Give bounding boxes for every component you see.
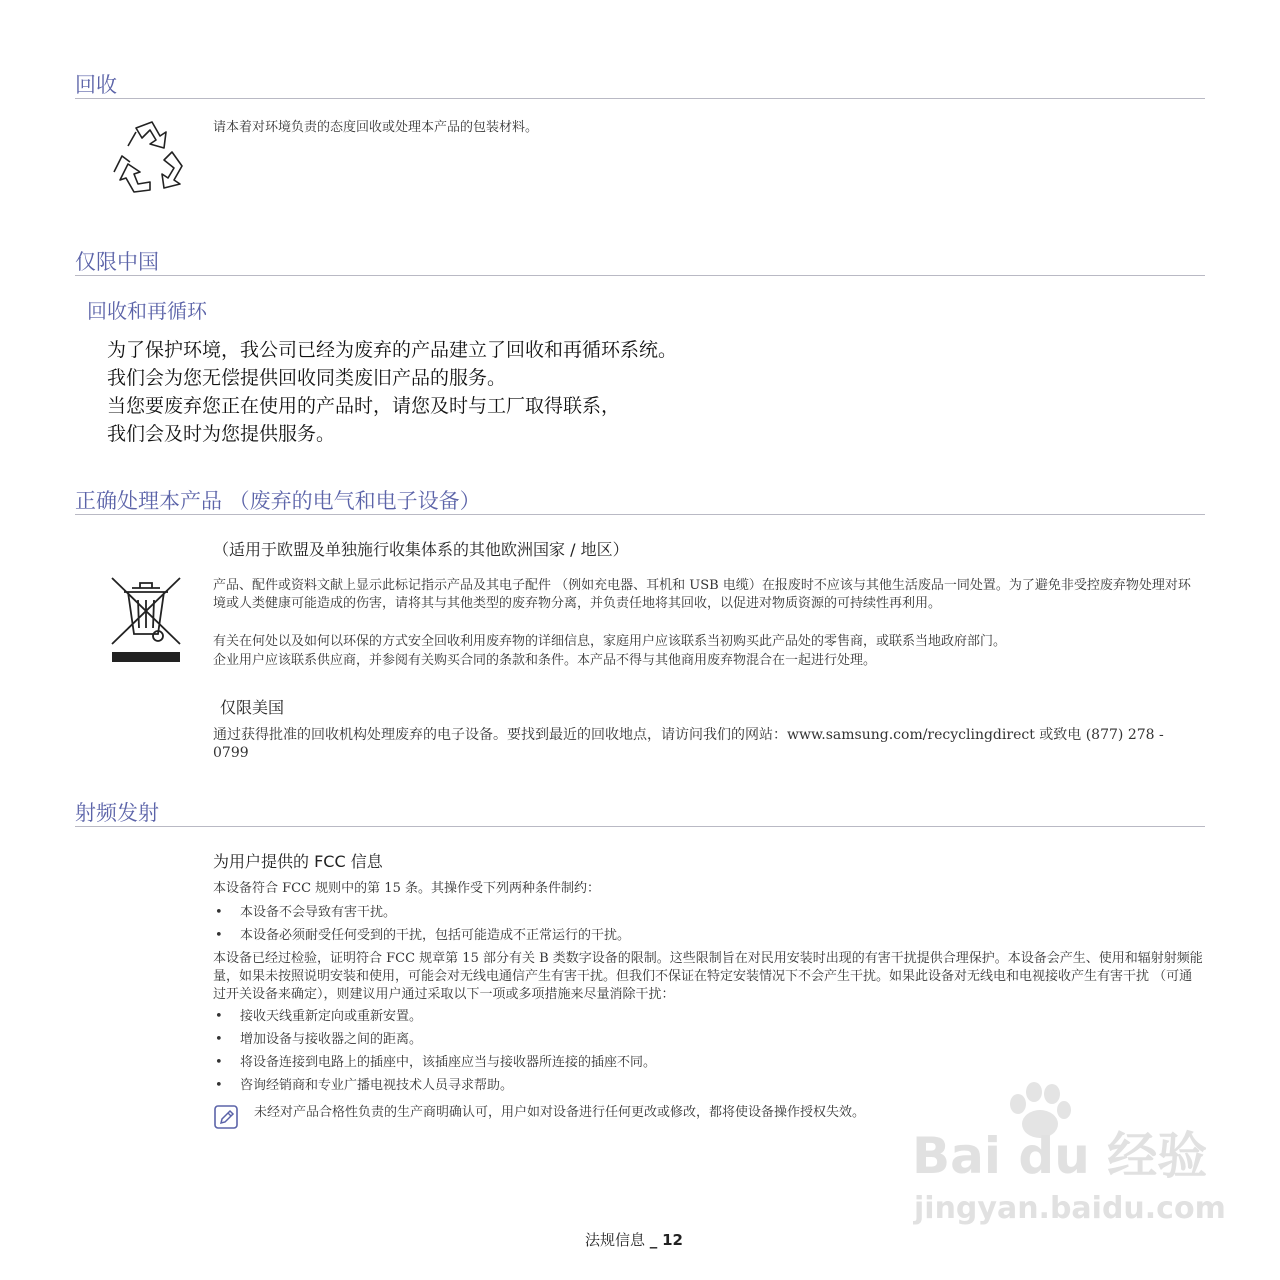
bullet: • xyxy=(215,1078,223,1093)
fcc-intro: 本设备符合 FCC 规则中的第 15 条。其操作受下列两种条件制约： xyxy=(213,881,600,896)
weee-paragraph-3: 企业用户应该联系供应商，并参阅有关购买合同的条款和条件。本产品不得与其他商用废弃物混合在一起进行处理。 xyxy=(213,653,877,668)
list-item-text: 咨询经销商和专业广播电视技术人员寻求帮助。 xyxy=(240,1078,514,1093)
recycle-icon xyxy=(106,118,190,198)
weee-paragraph-1: 产品、配件或资料文献上显示此标记指示产品及其电子配件 （例如充电器、耳机和 USB 电缆）在报废时不应该与其他生活废品一同处置。为了避免非受控废弃物处理对环境或人类健康可能造成的伤害，请将其与其他类型的废弃物分离，并负责任地将其回收，以促进对物质资源的可持续性再利用。 xyxy=(213,578,1191,611)
bullet: • xyxy=(215,928,223,943)
section-divider xyxy=(75,98,1205,99)
list-item xyxy=(215,1008,1195,1026)
usa-title: 仅限美国 xyxy=(220,698,285,717)
china-line: 我们会及时为您提供服务。 xyxy=(107,423,336,445)
list-item-text: 接收天线重新定向或重新安置。 xyxy=(240,1009,423,1024)
recycle-text: 请本着对环境负责的态度回收或处理本产品的包装材料。 xyxy=(213,120,539,135)
list-item-text: 将设备连接到电路上的插座中，该插座应当与接收器所连接的插座不同。 xyxy=(240,1055,657,1070)
section-divider xyxy=(75,826,1205,827)
bullet: • xyxy=(215,1032,223,1047)
section-divider xyxy=(75,275,1205,276)
fcc-paragraph: 本设备已经过检验，证明符合 FCC 规章第 15 部分有关 B 类数字设备的限制。这些限制旨在对民用安装时出现的有害干扰提供合理保护。本设备会产生、使用和辐射射频能量，如果未按照说明安装和使用，可能会对无线电通信产生有害干扰。但我们不保证在特定安装情况下不会产生干扰。如果此设备对无线电和电视接收产生有害干扰 （可通过开关设备来确定），则建议用户通过采取以下一项或多项措施来尽量消除干扰： xyxy=(213,951,1203,1002)
list-item xyxy=(215,927,1195,945)
list-item xyxy=(215,1031,1195,1049)
section-title-rf: 射频发射 xyxy=(75,801,159,825)
section-title-china: 仅限中国 xyxy=(75,250,159,274)
footer-label: 法规信息 xyxy=(585,1231,646,1249)
section-title-weee: 正确处理本产品 （废弃的电气和电子设备） xyxy=(75,489,481,513)
china-statement xyxy=(107,336,1007,448)
fcc-note: 未经对产品合格性负责的生产商明确认可，用户如对设备进行任何更改或修改，都将使设备操作授权失效。 xyxy=(254,1105,866,1120)
section-divider xyxy=(75,514,1205,515)
china-line: 当您要废弃您正在使用的产品时，请您及时与工厂取得联系， xyxy=(107,395,621,417)
fcc-title: 为用户提供的 FCC 信息 xyxy=(213,852,383,871)
bullet: • xyxy=(215,1009,223,1024)
china-line: 为了保护环境，我公司已经为废弃的产品建立了回收和再循环系统。 xyxy=(107,339,678,361)
china-subtitle: 回收和再循环 xyxy=(87,299,207,323)
note-pencil-icon xyxy=(213,1104,239,1130)
footer-separator: _ xyxy=(649,1231,658,1249)
china-line: 我们会为您无偿提供回收同类废旧产品的服务。 xyxy=(107,367,507,389)
crossed-out-bin-icon xyxy=(108,574,184,666)
list-item-text: 增加设备与接收器之间的距离。 xyxy=(240,1032,423,1047)
bullet: • xyxy=(215,905,223,920)
watermark-url: jingyan.baidu.com xyxy=(914,1191,1226,1226)
list-item-text: 本设备必须耐受任何受到的干扰，包括可能造成不正常运行的干扰。 xyxy=(240,928,631,943)
bullet: • xyxy=(215,1055,223,1070)
section-title-recycle: 回收 xyxy=(75,73,117,97)
list-item xyxy=(215,1054,1195,1072)
weee-paragraph-2: 有关在何处以及如何以环保的方式安全回收利用废弃物的详细信息，家庭用户应该联系当初购买此产品处的零售商，或联系当地政府部门。 xyxy=(213,634,1007,649)
page-number: 12 xyxy=(662,1231,683,1249)
page-footer xyxy=(585,1229,683,1250)
usa-text: 通过获得批准的回收机构处理废弃的电子设备。要找到最近的回收地点，请访问我们的网站：www.samsung.com/recyclingdirect 或致电 (877) 278 - 0799 xyxy=(213,727,1164,761)
list-item-text: 本设备不会导致有害干扰。 xyxy=(240,905,397,920)
watermark-brand: Bai du 经验 xyxy=(912,1127,1208,1185)
weee-subtitle: （适用于欧盟及单独施行收集体系的其他欧洲国家 / 地区） xyxy=(213,540,629,559)
list-item xyxy=(215,904,1195,922)
